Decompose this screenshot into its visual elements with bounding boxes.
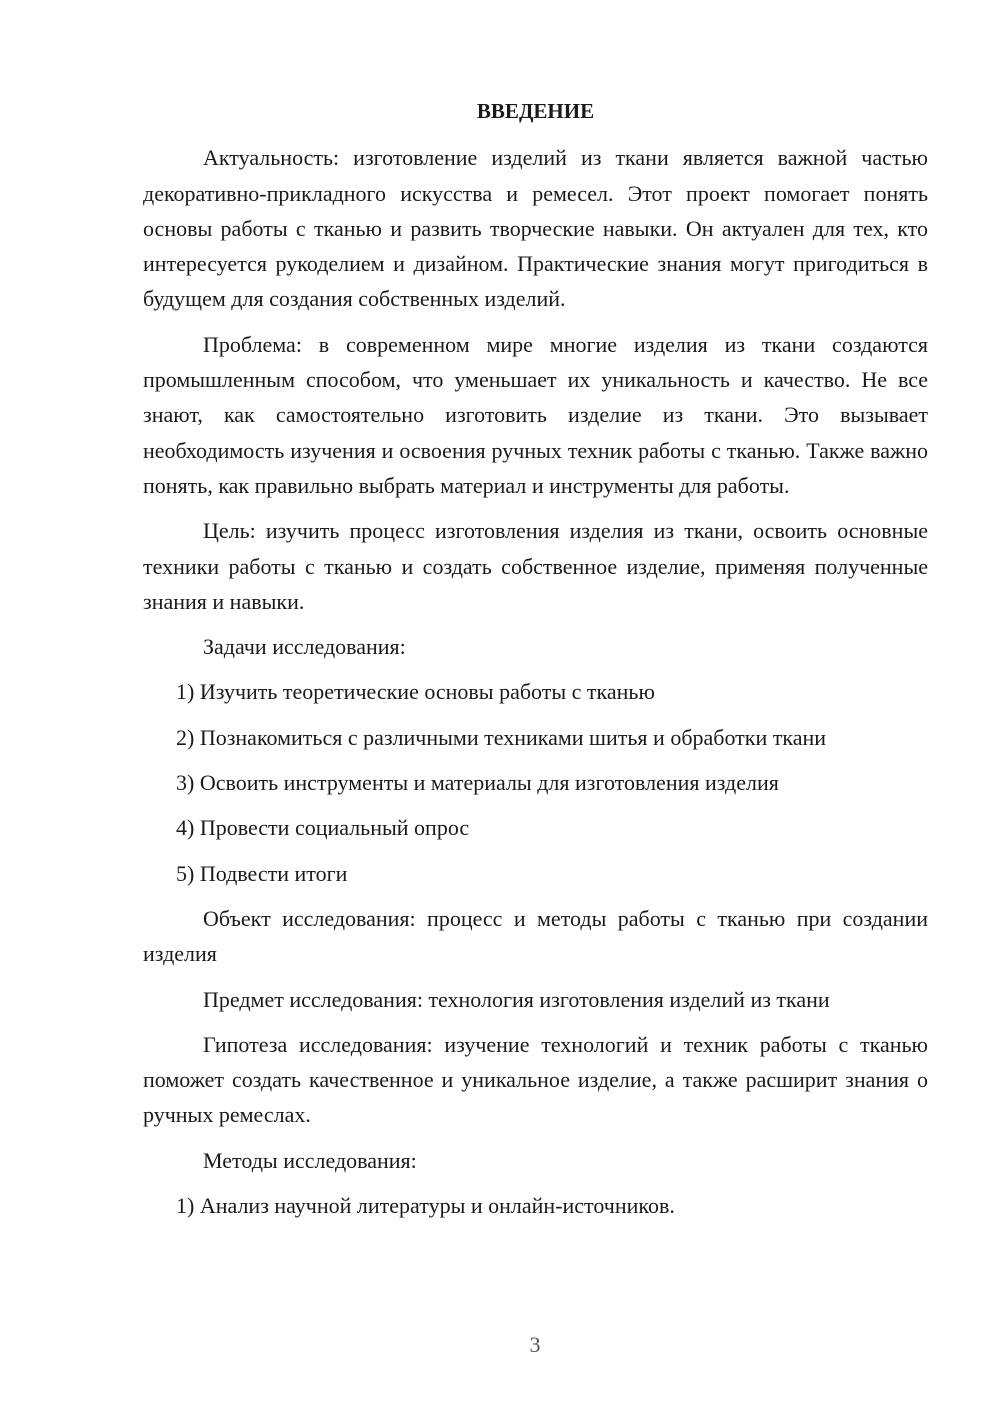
task-item: 4) Провести социальный опрос [176, 815, 470, 841]
method-item: 1) Анализ научной литературы и онлайн-источников. [176, 1193, 675, 1219]
task-item: 3) Освоить инструменты и материалы для изготовления изделия [176, 770, 779, 796]
task-item: 1) Изучить теоретические основы работы с тканью [176, 679, 655, 705]
relevance-paragraph: Актуальность: изготовление изделий из ткани является важной частью декоративно-прикладного искусства и ремесел. Этот проект помогает понять основы работы с тканью и развить творческие навыки. Он актуален для тех, кто интересуется рукоделием и дизайном. Практические знания могут пригодиться в будущем для создания собственных изделий. [143, 145, 928, 312]
goal-paragraph: Цель: изучить процесс изготовления изделия из ткани, освоить основные техники работы с тканью и создать собственное изделие, применяя полученные знания и навыки. [143, 518, 928, 614]
page-content [143, 94, 928, 1233]
task-item: 5) Подвести итоги [176, 860, 348, 886]
section-title: ВВЕДЕНИЕ [476, 99, 595, 123]
subject-paragraph: Предмет исследования: технология изготовления изделий из ткани [203, 986, 830, 1012]
object-paragraph: Объект исследования: процесс и методы работы с тканью при создании изделия [143, 905, 928, 967]
task-item: 2) Познакомиться с различными техниками шитья и обработки ткани [176, 724, 827, 750]
tasks-heading: Задачи исследования: [203, 634, 406, 660]
problem-paragraph: Проблема: в современном мире многие изделия из ткани создаются промышленным способом, что уменьшает их уникальность и качество. Не все знают, как самостоятельно изготовить изделие из ткани. Это вызывает необходимость изучения и освоения ручных техник работы с тканью. Также важно понять, как правильно выбрать материал и инструменты для работы. [143, 331, 928, 498]
page-number: 3 [529, 1332, 541, 1357]
hypothesis-paragraph: Гипотеза исследования: изучение технологий и техник работы с тканью поможет создать качественное и уникальное изделие, а также расширит знания о ручных ремеслах. [143, 1031, 928, 1128]
methods-heading: Методы исследования: [203, 1147, 417, 1173]
